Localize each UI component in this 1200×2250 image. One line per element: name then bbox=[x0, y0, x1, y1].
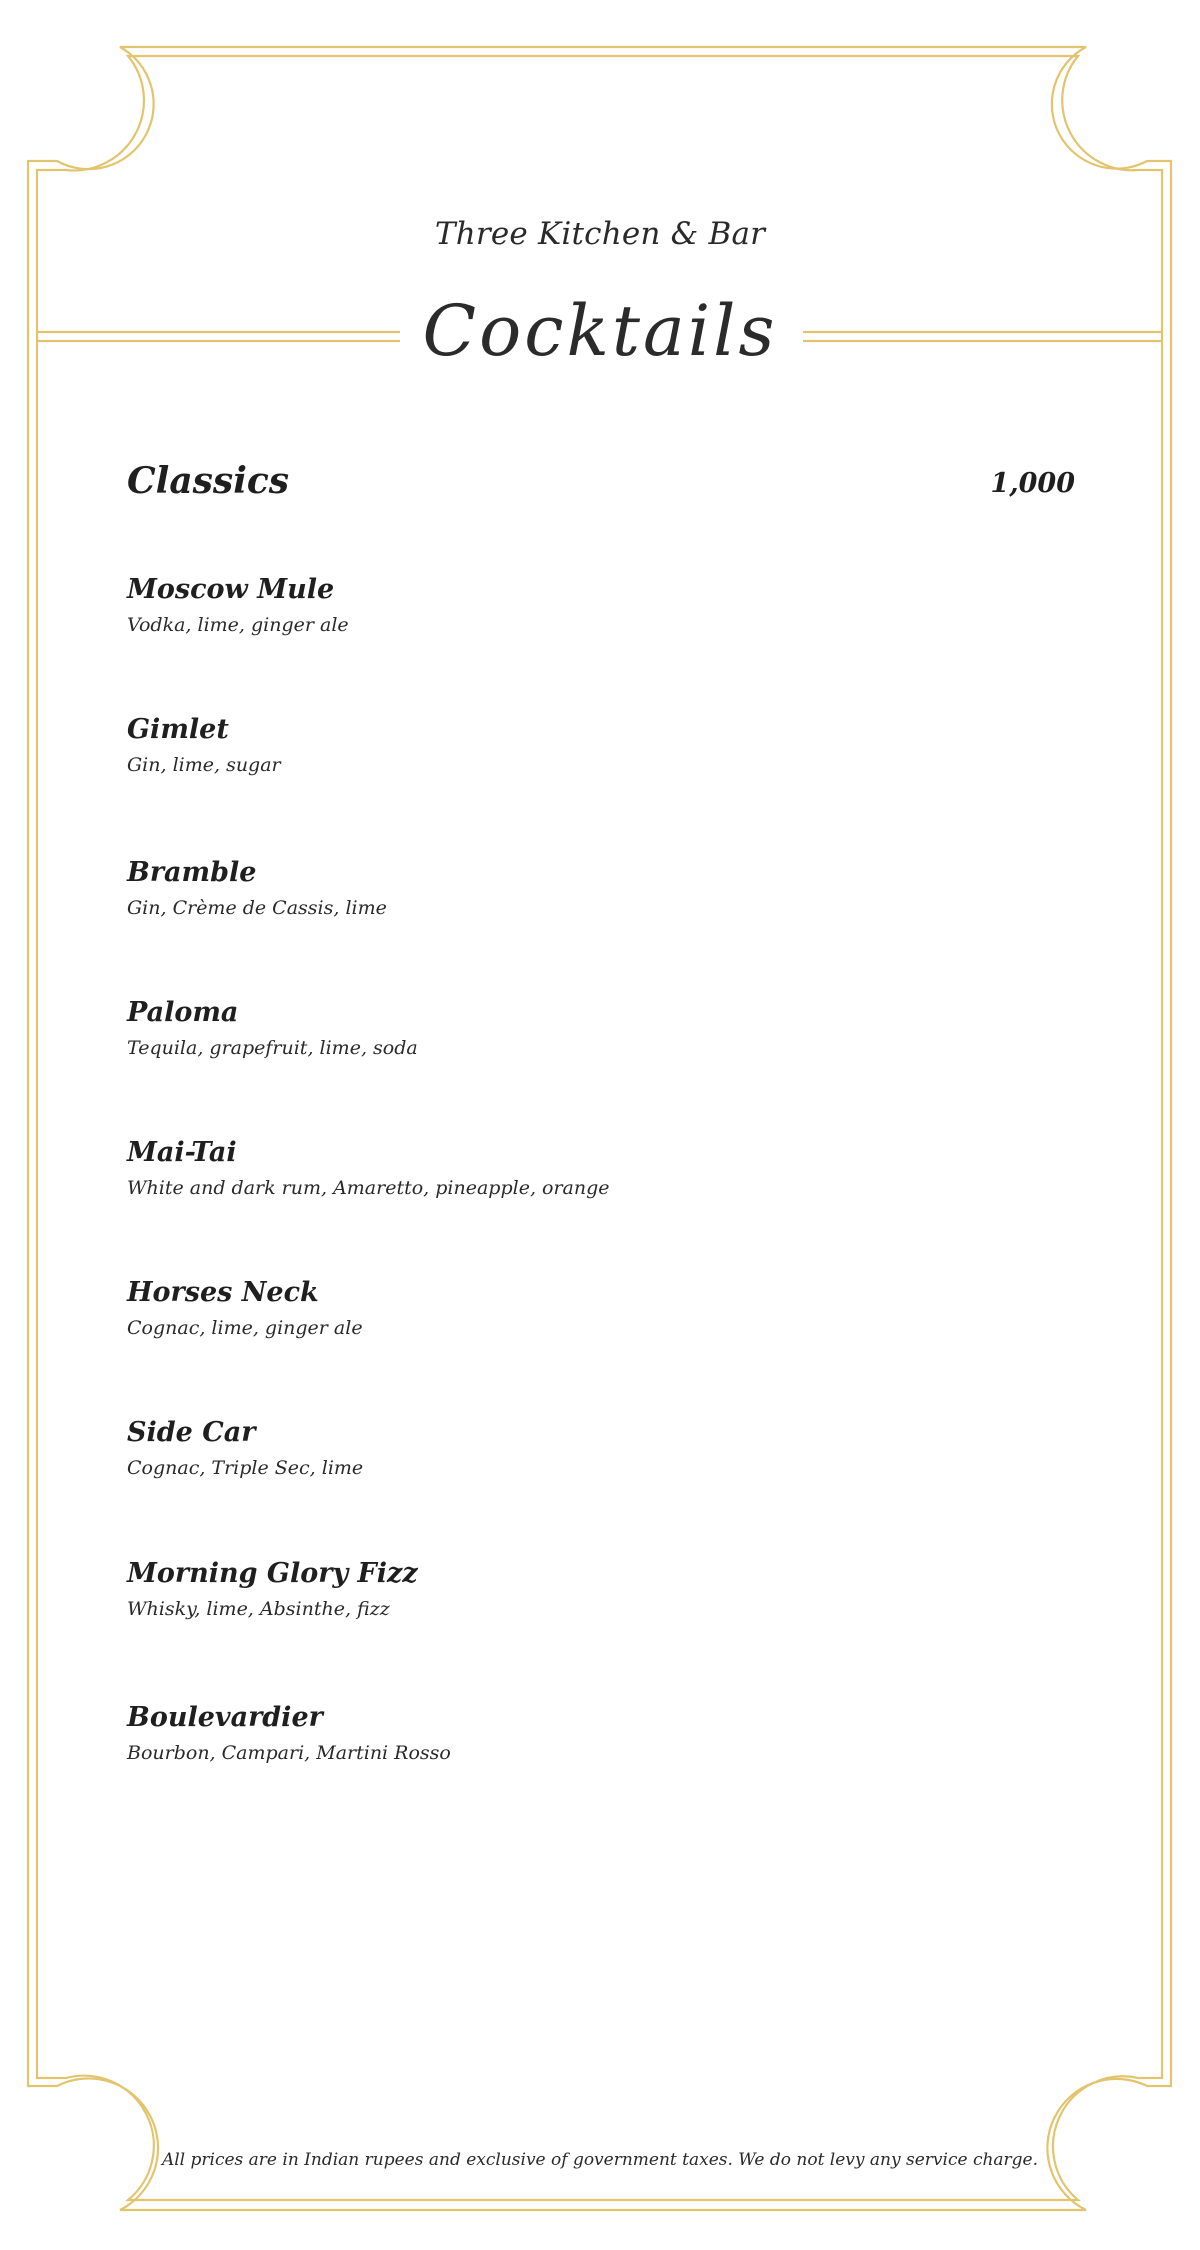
item-description: Gin, Crème de Cassis, lime bbox=[127, 897, 387, 919]
item-description: Vodka, lime, ginger ale bbox=[127, 614, 349, 636]
menu-title bbox=[400, 281, 800, 391]
item-name: Gimlet bbox=[127, 714, 229, 745]
item-description: Whisky, lime, Absinthe, fizz bbox=[127, 1598, 390, 1620]
footer-note: All prices are in Indian rupees and exclusive of government taxes. We do not levy any service charge. bbox=[161, 2150, 1039, 2170]
item-name: Bramble bbox=[127, 857, 257, 888]
menu-item bbox=[127, 1700, 1027, 1766]
menu-item bbox=[127, 1415, 1027, 1481]
item-description: Cognac, Triple Sec, lime bbox=[127, 1457, 364, 1479]
item-name: Side Car bbox=[127, 1417, 256, 1448]
menu-item bbox=[127, 1135, 1027, 1201]
menu-item bbox=[127, 712, 1027, 778]
menu-item bbox=[127, 1275, 1027, 1341]
item-description: Tequila, grapefruit, lime, soda bbox=[127, 1037, 418, 1059]
menu-title-text: Cocktails bbox=[422, 290, 778, 372]
menu-item bbox=[127, 995, 1027, 1061]
item-description: Cognac, lime, ginger ale bbox=[127, 1317, 363, 1339]
item-description: Gin, lime, sugar bbox=[127, 754, 281, 776]
item-name: Boulevardier bbox=[127, 1702, 323, 1733]
menu-item bbox=[127, 1556, 1027, 1622]
item-name: Morning Glory Fizz bbox=[127, 1558, 418, 1589]
section-price: 1,000 bbox=[990, 468, 1075, 499]
item-name: Moscow Mule bbox=[127, 574, 335, 605]
menu-item bbox=[127, 855, 1027, 921]
item-description: Bourbon, Campari, Martini Rosso bbox=[127, 1742, 451, 1764]
section-header bbox=[127, 460, 1075, 516]
item-name: Paloma bbox=[127, 997, 239, 1028]
section-title: Classics bbox=[127, 460, 290, 502]
item-description: White and dark rum, Amaretto, pineapple, orange bbox=[127, 1177, 610, 1199]
restaurant-name: Three Kitchen & Bar bbox=[434, 216, 766, 252]
item-name: Horses Neck bbox=[127, 1277, 319, 1308]
menu-item bbox=[127, 572, 1027, 638]
item-name: Mai-Tai bbox=[127, 1137, 237, 1168]
